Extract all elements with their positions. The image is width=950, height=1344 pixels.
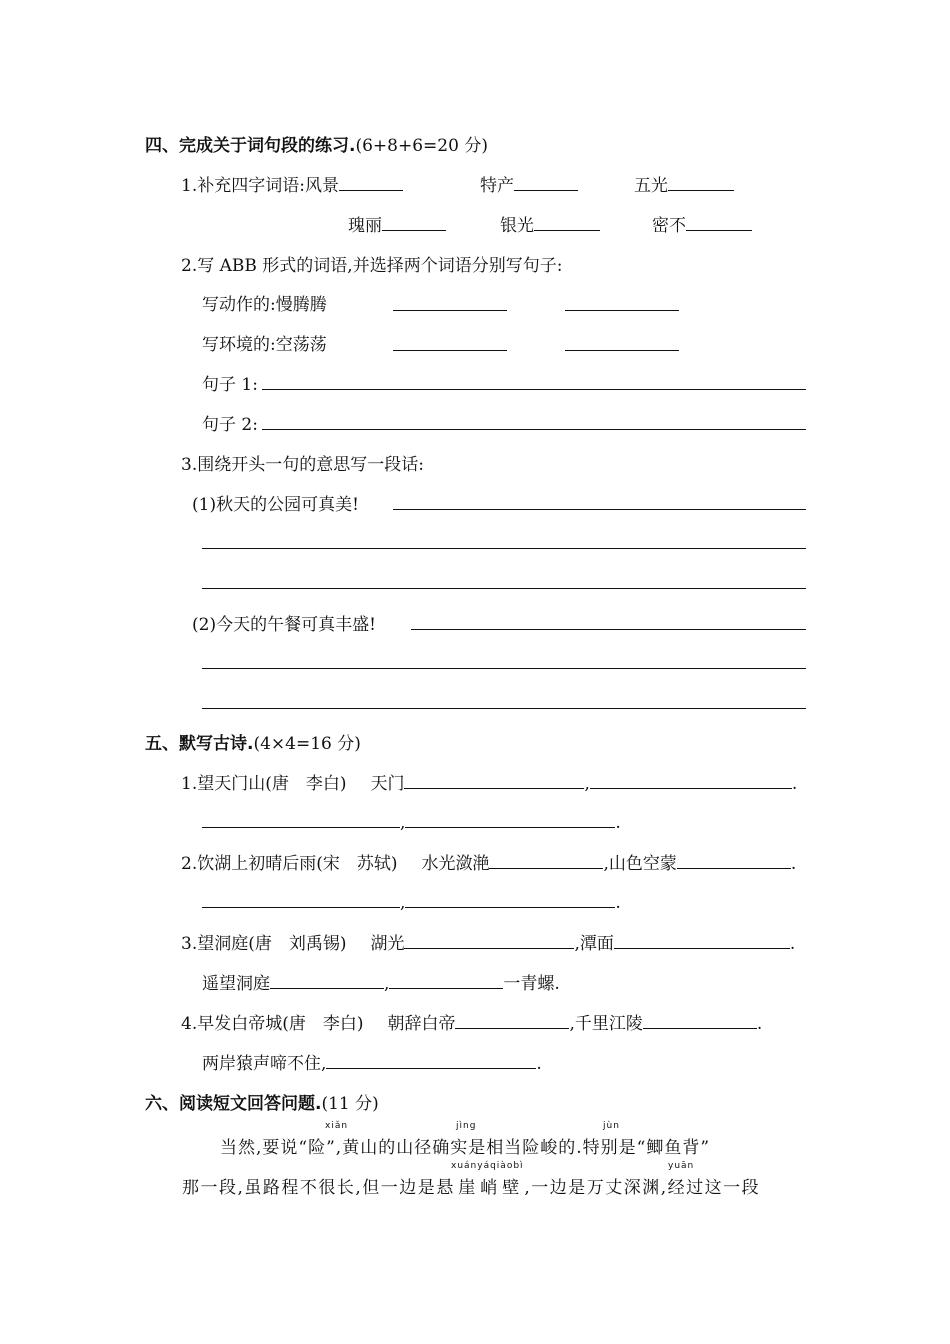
passage-line-1 [220,1133,710,1158]
poem4-line2-start: 两岸猿声啼不住, [202,1054,327,1074]
q3-p2-line-1[interactable] [411,629,806,630]
passage-annotated-word: 径 [414,1138,433,1158]
comma: , [569,1014,575,1034]
section6-title: 六、阅读短文回答问题. [145,1094,322,1114]
q1-item-6 [652,211,752,236]
q1-item-5 [500,211,600,236]
poem3-line1 [181,929,795,954]
q3-p1-prompt: (1)秋天的公园可真美! [192,495,359,515]
pinyin-xuanyaqiaobi: xuányáqiàobì [451,1161,524,1171]
period: . [756,1014,763,1034]
q1-label: 1.补充四字词语: [181,176,305,196]
poem4-blank-2[interactable] [643,1010,757,1029]
q2-action-blank-2[interactable] [565,310,679,311]
period: . [789,934,796,954]
q1-blank-5[interactable] [534,212,600,231]
q1-item-2 [480,171,578,196]
poem4-mid: 千里江陵 [574,1014,643,1034]
poem2-blank-3[interactable] [202,889,400,908]
poem2-start: 水光潋滟 [421,854,490,874]
q2-environment-blank-1[interactable] [393,350,507,351]
period: . [536,1054,542,1074]
q1-word-1: 风景 [304,176,339,196]
section5-heading [145,729,361,754]
q1-word-3: 五光 [634,176,668,196]
comma: , [400,893,406,913]
comma: , [603,854,609,874]
q1-item-4 [348,211,446,236]
q1-word-5: 银光 [500,216,534,236]
passage-text: ,经过这一段 [660,1178,761,1198]
poem3-blank-1[interactable] [404,930,574,949]
q1-word-2: 特产 [480,176,514,196]
q2-sentence2-label: 句子 2: [202,415,258,435]
q2-environment-blank-2[interactable] [565,350,679,351]
poem2-mid: 山色空蒙 [608,854,677,874]
q2-label: 2.写 ABB 形式的词语,并选择两个词语分别写句子: [181,256,563,276]
period: . [615,893,621,913]
q1-item-3 [634,171,734,196]
passage-text: ,一边是万丈深 [524,1178,643,1198]
passage-text: ”,黄山的山 [326,1138,415,1158]
comma: , [574,934,580,954]
poem1-start: 天门 [370,774,405,794]
pinyin-jun: jùn [603,1121,620,1131]
poem1-line2 [202,809,621,833]
passage-text: 那一段,虽路程不很长,但一边是 [182,1178,437,1198]
poem3-blank-2[interactable] [614,930,790,949]
pinyin-jing: jìng [456,1121,477,1131]
poem1-line1 [181,769,797,794]
q1-blank-6[interactable] [686,212,752,231]
poem4-start: 朝辞白帝 [387,1014,456,1034]
q3-p1-line-3[interactable] [202,588,806,589]
poem4-blank-3[interactable] [326,1050,536,1069]
poem3-line2 [202,969,560,994]
passage-text: 的.特别是“鲫鱼背” [558,1138,711,1158]
q1-word-6: 密不 [652,216,686,236]
q3-p1-line-1[interactable] [393,509,806,510]
passage-line-2 [182,1173,760,1198]
q3-p1-line-2[interactable] [202,548,806,549]
passage-annotated-word: 险 [308,1138,327,1158]
passage-text: 确实是相当险 [432,1138,541,1158]
poem2-blank-2[interactable] [677,850,791,869]
poem1-blank-4[interactable] [405,809,615,828]
poem3-blank-4[interactable] [389,970,503,989]
comma: , [384,974,390,994]
poem2-blank-4[interactable] [405,889,615,908]
poem4-blank-1[interactable] [455,1010,569,1029]
poem1-blank-2[interactable] [590,770,792,789]
section6-heading [145,1089,379,1114]
q2-sentence2-line[interactable] [262,429,806,430]
passage-annotated-word: 峻 [540,1138,559,1158]
poem4-line1 [181,1009,762,1034]
period: . [790,854,797,874]
q3-p2-prompt: (2)今天的午餐可真丰盛! [192,615,376,635]
passage-text: 当然,要说“ [220,1138,309,1158]
q1-blank-2[interactable] [514,172,578,191]
poem3-line2-start: 遥望洞庭 [202,974,270,994]
q1-blank-3[interactable] [668,172,734,191]
q2-action-blank-1[interactable] [393,310,507,311]
q1-row1 [181,171,403,196]
poem3-mid: 潭面 [579,934,614,954]
poem4-title: 4.早发白帝城(唐 李白) [181,1014,364,1034]
comma: , [400,813,406,833]
q3-label: 3.围绕开头一句的意思写一段话: [181,455,424,475]
poem3-blank-3[interactable] [270,970,384,989]
q3-p2-line-2[interactable] [202,668,806,669]
passage-annotated-word: 悬崖峭壁 [436,1178,525,1198]
section5-title: 五、默写古诗. [145,734,254,754]
poem3-title: 3.望洞庭(唐 刘禹锡) [181,934,347,954]
poem1-title: 1.望天门山(唐 李白) [181,774,347,794]
q2-environment-label: 写环境的:空荡荡 [202,335,327,355]
q1-word-4: 瑰丽 [348,216,382,236]
poem3-start: 湖光 [370,934,405,954]
q2-sentence1-line[interactable] [262,389,806,390]
section4-title: 四、完成关于词句段的练习. [145,136,356,156]
poem2-blank-1[interactable] [489,850,603,869]
q2-action-label: 写动作的:慢腾腾 [202,295,327,315]
section6-score: (11 分) [321,1094,379,1114]
section4-heading [145,131,488,156]
pinyin-xian: xiǎn [325,1121,349,1131]
poem3-end: 一青螺. [503,974,560,994]
period: . [791,774,798,794]
q1-blank-4[interactable] [382,212,446,231]
q1-blank-1[interactable] [339,172,403,191]
poem2-line2 [202,889,621,913]
pinyin-yuan: yuān [668,1161,695,1171]
period: . [615,813,621,833]
comma: , [584,774,590,794]
section5-score: (4×4=16 分) [253,734,361,754]
poem4-line2 [202,1049,542,1074]
poem1-blank-1[interactable] [404,770,584,789]
poem2-title: 2.饮湖上初晴后雨(宋 苏轼) [181,854,398,874]
q3-p2-line-3[interactable] [202,708,806,709]
poem2-line1 [181,849,796,874]
passage-annotated-word: 渊 [642,1178,661,1198]
q2-sentence1-label: 句子 1: [202,375,258,395]
poem1-blank-3[interactable] [202,809,400,828]
section4-score: (6+8+6=20 分) [355,136,488,156]
